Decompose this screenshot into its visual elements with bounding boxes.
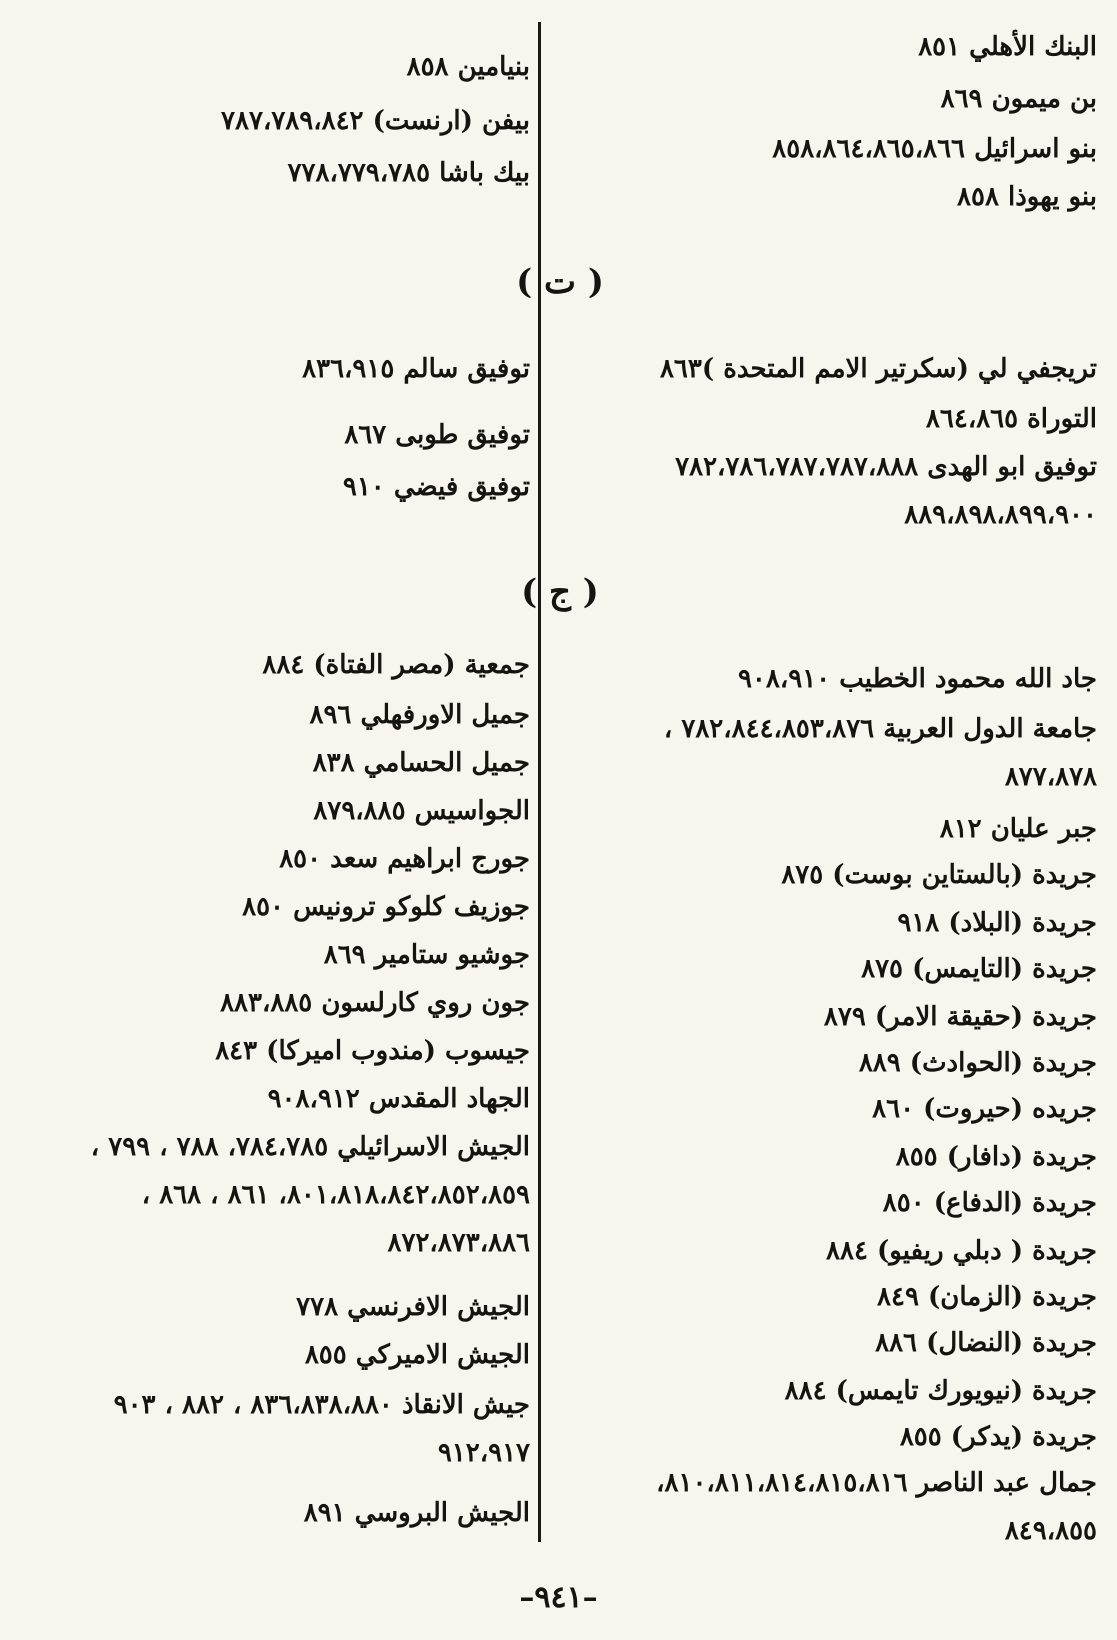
left-column-entry: ٩١٢،٩١٧ xyxy=(437,1438,530,1468)
right-column-entry: جريدة (حقيقة الامر) ٨٧٩ xyxy=(823,1002,1097,1032)
right-column-entry: توفيق ابو الهدى ٧٨٢،٧٨٦،٧٨٧،٧٨٧،٨٨٨ xyxy=(675,452,1097,482)
left-column-entry: الجهاد المقدس ٩٠٨،٩١٢ xyxy=(267,1084,530,1114)
right-column-entry: ٨٨٩،٨٩٨،٨٩٩،٩٠٠ xyxy=(904,500,1097,530)
right-column-entry: جمال عبد الناصر ٨١٠،٨١١،٨١٤،٨١٥،٨١٦، xyxy=(656,1468,1097,1498)
left-column-entry: توفيق طوبى ٨٦٧ xyxy=(344,420,530,450)
left-column-entry: الجيش الافرنسي ٧٧٨ xyxy=(296,1292,530,1322)
left-column-entry: جوشيو ستامير ٨٦٩ xyxy=(323,940,530,970)
section-header-ta: ( ت ) xyxy=(516,262,604,302)
left-column-entry: جيسوب (مندوب اميركا) ٨٤٣ xyxy=(215,1036,530,1066)
left-column-entry: ٨٠١،٨١٨،٨٤٢،٨٥٢،٨٥٩، ٨٦١ ، ٨٦٨ ، xyxy=(141,1180,530,1210)
left-column-entry: جيش الانقاذ ٨٣٦،٨٣٨،٨٨٠ ، ٨٨٢ ، ٩٠٣ xyxy=(113,1390,530,1420)
right-column-entry: جريدة (يدكر) ٨٥٥ xyxy=(899,1422,1097,1452)
right-column-entry: جريدة (الدفاع) ٨٥٠ xyxy=(882,1188,1097,1218)
right-column-entry: جريدة (نيويورك تايمس) ٨٨٤ xyxy=(784,1376,1097,1406)
left-column-entry: الجواسيس ٨٧٩،٨٨٥ xyxy=(313,796,530,826)
right-column-entry: جاد الله محمود الخطيب ٩٠٨،٩١٠ xyxy=(737,664,1097,694)
right-column-entry: جريده (حيروت) ٨٦٠ xyxy=(872,1094,1097,1124)
right-column-entry: بن ميمون ٨٦٩ xyxy=(940,84,1097,114)
right-column-entry: التوراة ٨٦٤،٨٦٥ xyxy=(925,404,1097,434)
left-column-entry: جميل الاورفهلي ٨٩٦ xyxy=(309,700,530,730)
left-column-entry: بنيامين ٨٥٨ xyxy=(406,52,530,82)
right-column-entry: تريجفي لي (سكرتير الامم المتحدة )٨٦٣ xyxy=(659,354,1097,384)
right-column-entry: جريدة (الحوادث) ٨٨٩ xyxy=(858,1048,1097,1078)
left-column-entry: الجيش البروسي ٨٩١ xyxy=(303,1498,530,1528)
left-column-entry: جون روي كارلسون ٨٨٣،٨٨٥ xyxy=(220,988,530,1018)
left-column-entry: بيفن (ارنست) ٧٨٧،٧٨٩،٨٤٢ xyxy=(221,106,530,136)
left-column-entry: جوزيف كلوكو ترونيس ٨٥٠ xyxy=(242,892,530,922)
left-column-entry: ٨٧٢،٨٧٣،٨٨٦ xyxy=(387,1228,530,1258)
right-column-entry: جريدة (الزمان) ٨٤٩ xyxy=(877,1282,1097,1312)
right-column-entry: جريدة (البلاد) ٩١٨ xyxy=(897,908,1097,938)
right-column-entry: جامعة الدول العربية ٧٨٢،٨٤٤،٨٥٣،٨٧٦ ، xyxy=(663,714,1097,744)
right-column-entry: ٨٧٧،٨٧٨ xyxy=(1004,762,1097,792)
right-column-entry: البنك الأهلي ٨٥١ xyxy=(918,32,1097,62)
left-column-entry: جمعية (مصر الفتاة) ٨٨٤ xyxy=(262,650,530,680)
right-column-entry: بنو اسرائيل ٨٥٨،٨٦٤،٨٦٥،٨٦٦ xyxy=(772,134,1097,164)
right-column-entry: ٨٤٩،٨٥٥ xyxy=(1004,1516,1097,1546)
left-column-entry: توفيق فيضي ٩١٠ xyxy=(342,472,530,502)
left-column-entry: الجيش الاسرائيلي ٧٨٤،٧٨٥، ٧٨٨ ، ٧٩٩ ، xyxy=(90,1132,530,1162)
left-column-entry: بيك باشا ٧٧٨،٧٧٩،٧٨٥ xyxy=(287,158,530,188)
right-column-entry: جريدة (دافار) ٨٥٥ xyxy=(895,1142,1097,1172)
right-column-entry: جريدة ( دبلي ريفيو) ٨٨٤ xyxy=(826,1236,1097,1266)
left-column-entry: توفيق سالم ٨٣٦،٩١٥ xyxy=(302,354,530,384)
right-column-entry: جريدة (التايمس) ٨٧٥ xyxy=(861,954,1097,984)
section-header-jim: ( ج ) xyxy=(521,572,599,612)
left-column-entry: جورج ابراهيم سعد ٨٥٠ xyxy=(279,844,530,874)
left-column-entry: الجيش الاميركي ٨٥٥ xyxy=(304,1340,530,1370)
right-column-entry: بنو يهوذا ٨٥٨ xyxy=(957,182,1097,212)
column-divider xyxy=(538,22,541,1542)
page-number: –٩٤١– xyxy=(519,1580,598,1615)
left-column-entry: جميل الحسامي ٨٣٨ xyxy=(312,748,530,778)
right-column-entry: جبر عليان ٨١٢ xyxy=(939,814,1097,844)
right-column-entry: جريدة (بالستاين بوست) ٨٧٥ xyxy=(781,860,1097,890)
right-column-entry: جريدة (النضال) ٨٨٦ xyxy=(875,1328,1097,1358)
